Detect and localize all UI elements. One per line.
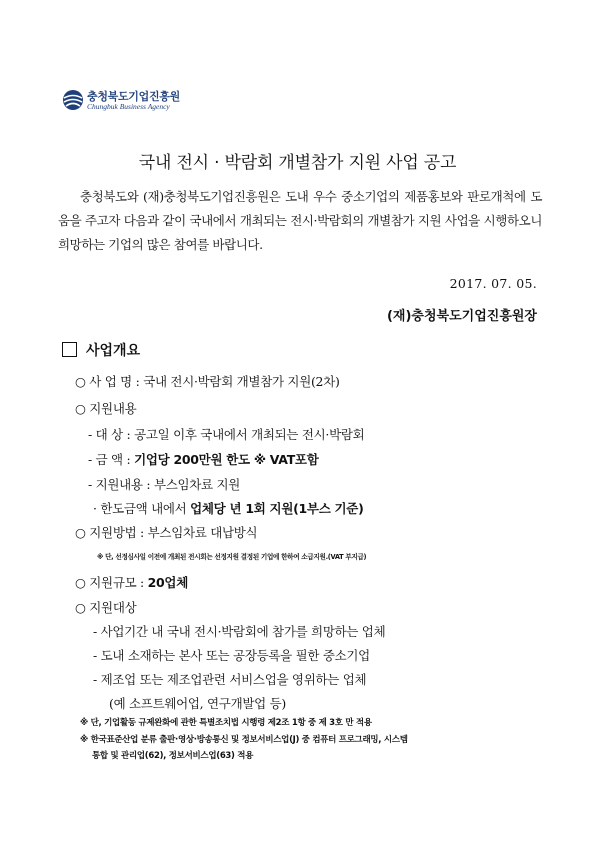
org-logo [62,88,262,122]
amount-line [88,450,318,468]
section-heading [62,340,140,360]
eligibility-example: (예 소프트웨어업, 연구개발업 등) [109,696,286,711]
document-title: 국내 전시 · 박람회 개별참가 지원 사업 공고 [138,153,457,173]
footnote-1: ※ 단, 기업활동 규제완화에 관한 특별조치법 시행령 제2조 1항 중 제 3호 만 적용 [80,718,372,728]
intro-text: 충청북도와 (재)충청북도기업진흥원은 도내 우수 중소기업의 제품홍보와 판로개척에 도움을 주고자 다음과 같이 국내에서 개최되는 전시·박람회의 개별참가 지원 사업을 시행하오니 희망하는 기업의 많은 참여를 바랍니다. [58,189,542,252]
amount-label: - 금 액 : [88,452,135,467]
method-line: ○ 지원방법 : 부스임차료 대납방식 [75,525,258,540]
footnote-2-line2: 통합 및 관리업(62), 정보서비스업(63) 적용 [92,751,254,761]
intro-paragraph [58,185,542,257]
business-name-line: ○ 사 업 명 : 국내 전시·박람회 개별참가 지원(2차) [75,374,340,389]
issuer-name: (재)충청북도기업진흥원장 [386,309,537,324]
method-note: ※ 단, 선정심사일 이전에 개최된 전시회는 선정지원 결정된 기업에 한하여 소급지원.(VAT 부지급) [97,553,367,561]
footnote-2-line1: ※ 한국표준산업 분류 출판·영상·방송통신 및 정보서비스업(J) 중 컴퓨터 프로그래밍, 시스템 [80,735,408,745]
checkbox-square-icon [62,342,77,357]
limit-value: 업체당 년 1회 지원(1부스 기준) [190,501,364,516]
limit-line [93,499,363,517]
support-detail-line: - 지원내용 : 부스임차료 지원 [88,477,241,492]
eligibility-item-3: - 제조업 또는 제조업관련 서비스업을 영위하는 업체 [93,672,367,687]
limit-label: · 한도금액 내에서 [93,501,191,516]
eligibility-item-2: - 도내 소재하는 본사 또는 공장등록을 필한 중소기업 [93,648,370,663]
scale-label: ○ 지원규모 : [75,575,148,590]
amount-value: 기업당 200만원 한도 ※ VAT포함 [134,452,319,467]
section-title: 사업개요 [86,343,141,359]
org-name-ko: 충청북도기업진흥원 [87,90,180,103]
scale-value: 20업체 [147,575,188,590]
chungbuk-business-agency-logo-icon [62,89,84,111]
eligibility-item-1: - 사업기간 내 국내 전시·박람회에 참가를 희망하는 업체 [93,624,386,639]
target-line: - 대 상 : 공고일 이후 국내에서 개최되는 전시·박람회 [88,427,365,442]
announcement-date: 2017. 07. 05. [449,276,537,291]
org-name-en: Chungbuk Business Agency [87,102,170,111]
eligibility-header: ○ 지원대상 [75,600,137,615]
support-content-header: ○ 지원내용 [75,401,137,416]
scale-line [75,573,188,591]
